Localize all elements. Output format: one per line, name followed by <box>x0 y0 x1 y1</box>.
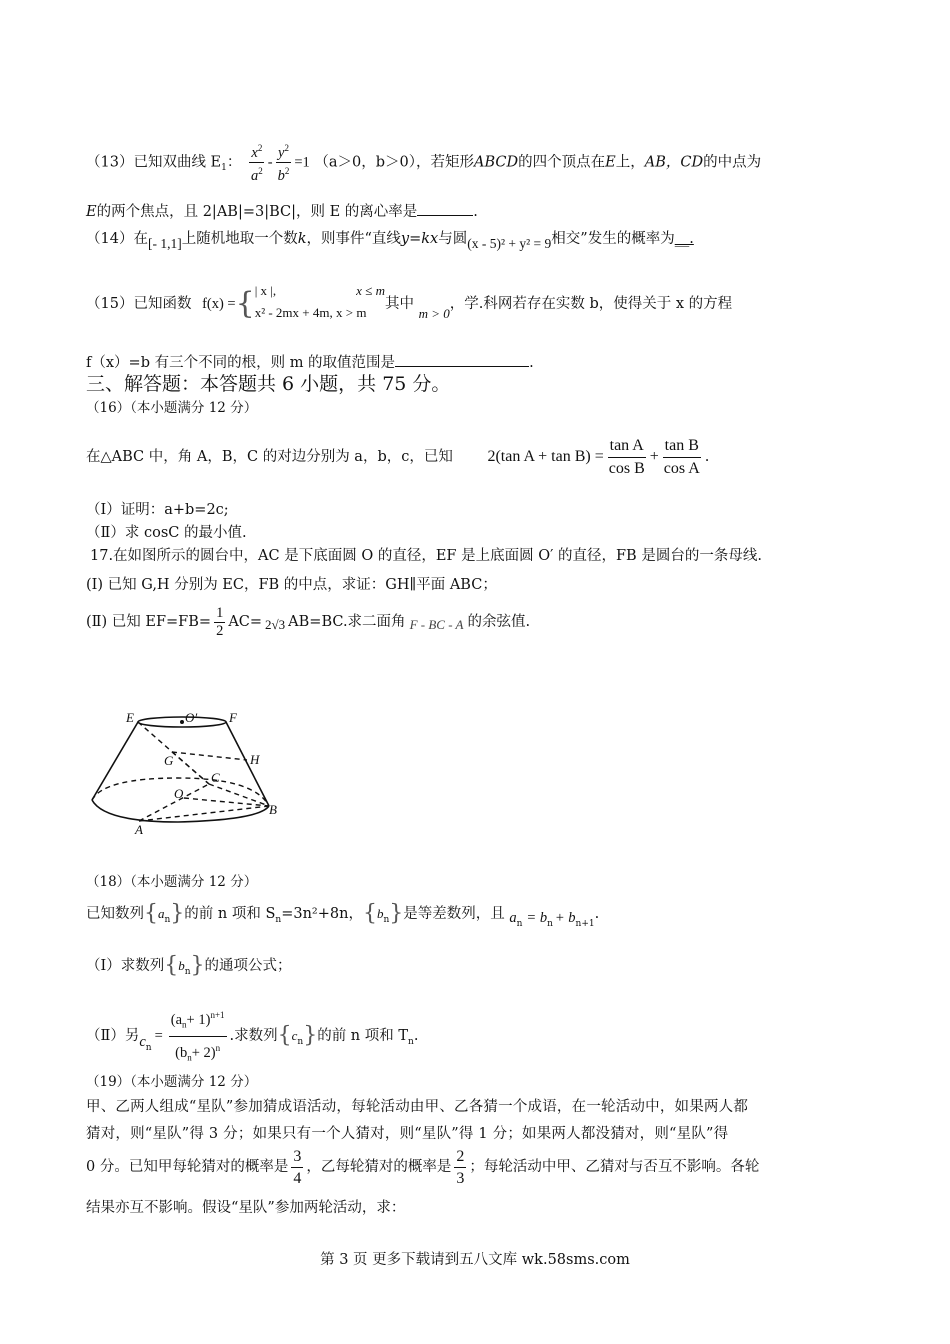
q17-part2: (Ⅱ) 已知 EF=FB= $\frac{1}{2}$ AC= 2√3 AB=BC.求二面角 F - BC - A 的余弦值. <box>86 604 531 639</box>
q18-heading: （18）（本小题满分 12 分） <box>86 874 258 890</box>
q16-heading: （16）（本小题满分 12 分） <box>86 400 258 416</box>
label-g: G <box>164 753 174 768</box>
label-b: B <box>269 802 277 817</box>
label-e: E <box>126 710 134 725</box>
label-f: F <box>229 710 237 725</box>
label-c: C <box>211 770 220 785</box>
q19-line2: 猜对，则“星队”得 3 分；如果只有一个人猜对，则“星队”得 1 分；如果两人都没猜对，则“星队”得 <box>86 1126 729 1142</box>
label-h: H <box>250 752 260 767</box>
q18-part2: （Ⅱ）另$c_n=$ $\frac{(a_n+ 1)^{n+1}}{(b_n+ 2)^n}$ .求数列$\{c_n\}$的前 n 项和 $T_n$. <box>86 1004 864 1052</box>
piecewise-function: | x |, x ≤ m x² - 2mx + 4m, x > m <box>254 283 385 320</box>
answer-blank <box>417 201 473 216</box>
q19-heading: （19）（本小题满分 12 分） <box>86 1074 258 1090</box>
hyperbola-y-term: $\frac{y^2}{b^2}$ <box>276 140 292 185</box>
q19-line4: 结果亦互不影响。假设“星队”参加两轮活动，求： <box>86 1200 406 1216</box>
answer-blank <box>395 352 529 367</box>
segment-gh <box>172 752 247 760</box>
q13-line2: E的两个焦点，且 2|AB|=3|BC|，则 E 的离心率是 . <box>86 201 864 222</box>
q13-line1: （13）已知双曲线 $E_1$： $\frac{x^2}{a^2}$ - $\frac{y^2}{b^2}$ =1 （a＞0，b＞0），若矩形ABCD的四个顶点在E上，AB，CD的中点为 <box>86 140 864 184</box>
q16-part2: （Ⅱ）求 cosC 的最小值. <box>86 525 247 541</box>
segment-ob <box>184 798 269 806</box>
segment-ab <box>139 806 269 821</box>
q18-statement: 已知数列$\{a_n\}$的前 n 项和 $S_n=3n^2+8n$，$\{b_n\}$是等差数列，且 $a_n = b_n + b_{n+1}$. <box>86 901 600 929</box>
center-o-prime <box>180 720 184 724</box>
q16-part1: （Ⅰ）证明：a+b=2c; <box>86 502 229 518</box>
q19-line1: 甲、乙两人组成“星队”参加猜成语活动，每轮活动由甲、乙各猜一个成语，在一轮活动中，如果两人都 <box>86 1099 749 1115</box>
page-footer: 第 3 页 更多下载请到五八文库 wk.58sms.com <box>320 1252 630 1268</box>
generatrix-fb <box>226 722 269 806</box>
generatrix-left <box>92 722 138 800</box>
q15-line1: （15）已知函数 f(x) ={ | x |, x ≤ m x² - 2mx + 4m, x > m 其中 m > 0，学.科网若存在实数 b，使得关于 x 的方程 <box>86 280 864 328</box>
section-heading: 三、解答题：本答题共 6 小题，共 75 分。 <box>86 373 451 395</box>
q15-line2: f（x）=b 有三个不同的根，则 m 的取值范围是 . <box>86 352 864 373</box>
label-o: O <box>174 786 184 801</box>
label-a: A <box>135 822 143 837</box>
q17-part1: (Ⅰ) 已知 G,H 分别为 EC，FB 的中点，求证：GH∥平面 ABC； <box>86 577 497 593</box>
q18-part1: （Ⅰ）求数列$\{b_n\}$的通项公式； <box>86 953 292 978</box>
q19-line3: 0 分。已知甲每轮猜对的概率是 $\frac{3}{4}$ ，乙每轮猜对的概率是 $\frac{2}{3}$ ；每轮活动中甲、乙猜对与否互不影响。各轮 <box>86 1147 760 1187</box>
hyperbola-x-term: $\frac{x^2}{a^2}$ <box>249 140 265 185</box>
q17-heading: 17.在如图所示的圆台中，AC 是下底面圆 O 的直径，EF 是上底面圆 O′ 的直径，FB 是圆台的一条母线. <box>90 548 762 564</box>
frustum-figure <box>84 708 304 838</box>
q16-statement: 在△ABC 中，角 A，B，C 的对边分别为 a，b，c，已知 2(tan A + tan B) = $\frac{\text{tan A}}{\text{cos B}}$ + $\frac{\text{tan B}}{\text{cos A}}$ . <box>86 436 710 477</box>
label-o-prime: O′ <box>185 710 198 725</box>
q14-line: （14）在[- 1,1]上随机地取一个数k，则事件“直线y=kx与圆(x - 5)² + y² = 9相交”发生的概率为__. <box>86 231 694 251</box>
